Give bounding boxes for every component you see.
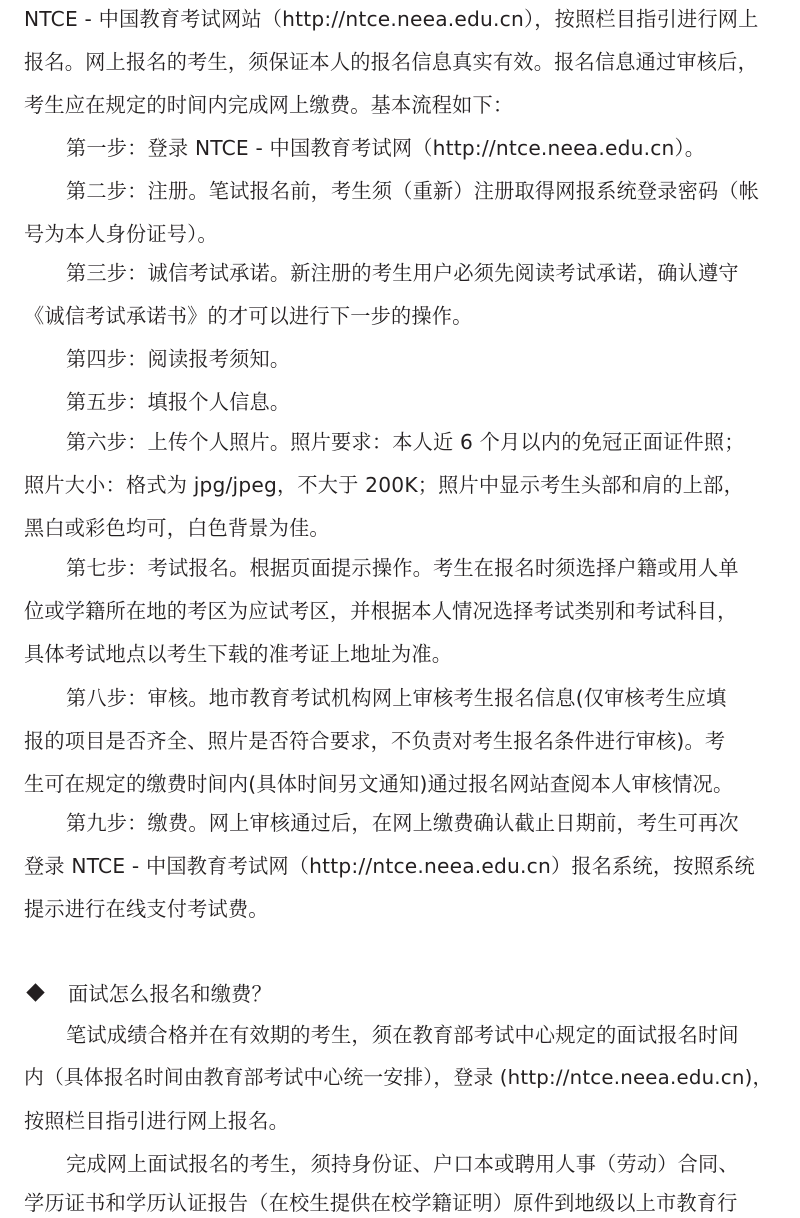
interview-para-1-line-3: 按照栏目指引进行网上报名。 <box>24 1109 290 1133</box>
step-8-line-2: 报的项目是否齐全、照片是否符合要求，不负责对考生报名条件进行审核)。考 <box>24 729 726 753</box>
interview-para-2-line-1: 完成网上面试报名的考生，须持身份证、户口本或聘用人事（劳动）合同、 <box>66 1152 739 1176</box>
step-4-line-1: 第四步：阅读报考须知。 <box>66 347 291 371</box>
interview-para-1-line-1: 笔试成绩合格并在有效期的考生，须在教育部考试中心规定的面试报名时间 <box>66 1023 739 1047</box>
step-5-line-1: 第五步：填报个人信息。 <box>66 390 291 414</box>
step-6-line-2: 照片大小：格式为 jpg/jpeg，不大于 200K；照片中显示考生头部和肩的上部， <box>24 473 744 497</box>
step-7-line-2: 位或学籍所在地的考区为应试考区，并根据本人情况选择考试类别和考试科目， <box>24 599 738 623</box>
section-heading-text: 面试怎么报名和缴费？ <box>68 982 272 1006</box>
diamond-bullet-icon <box>26 983 44 1001</box>
intro-line-3: 考生应在规定的时间内完成网上缴费。基本流程如下： <box>24 93 514 117</box>
step-1-line-1: 第一步：登录 NTCE - 中国教育考试网（http://ntce.neea.edu.cn）。 <box>66 136 706 160</box>
step-7-line-3: 具体考试地点以考生下载的准考证上地址为准。 <box>24 642 453 666</box>
step-7-line-1: 第七步：考试报名。根据页面提示操作。考生在报名时须选择户籍或用人单 <box>66 556 739 580</box>
section-heading <box>24 979 272 1009</box>
step-6-line-3: 黑白或彩色均可，白色背景为佳。 <box>24 516 330 540</box>
intro-line-1: NTCE - 中国教育考试网站（http://ntce.neea.edu.cn），按照栏目指引进行网上 <box>24 7 759 31</box>
step-3-line-2: 《诚信考试承诺书》的才可以进行下一步的操作。 <box>24 304 473 328</box>
step-8-line-1: 第八步：审核。地市教育考试机构网上审核考生报名信息(仅审核考生应填 <box>66 686 727 710</box>
interview-para-2-line-2: 学历证书和学历认证报告（在校生提供在校学籍证明）原件到地级以上市教育行 <box>24 1191 738 1215</box>
step-9-line-3: 提示进行在线支付考试费。 <box>24 897 269 921</box>
intro-line-2: 报名。网上报名的考生，须保证本人的报名信息真实有效。报名信息通过审核后， <box>24 50 758 74</box>
interview-para-1-line-2: 内（具体报名时间由教育部考试中心统一安排），登录 (http://ntce.neea.edu.cn)， <box>24 1066 773 1089</box>
step-9-line-1: 第九步：缴费。网上审核通过后，在网上缴费确认截止日期前，考生可再次 <box>66 811 739 835</box>
step-2-line-1: 第二步：注册。笔试报名前，考生须（重新）注册取得网报系统登录密码（帐 <box>66 179 760 203</box>
step-2-line-2: 号为本人身份证号）。 <box>24 222 218 246</box>
step-3-line-1: 第三步：诚信考试承诺。新注册的考生用户必须先阅读考试承诺，确认遵守 <box>66 261 739 285</box>
step-8-line-3: 生可在规定的缴费时间内(具体时间另文通知)通过报名网站查阅本人审核情况。 <box>24 772 734 796</box>
step-6-line-1: 第六步：上传个人照片。照片要求：本人近 6 个月以内的免冠正面证件照； <box>66 430 745 454</box>
step-9-line-2: 登录 NTCE - 中国教育考试网（http://ntce.neea.edu.cn）报名系统，按照系统 <box>24 854 755 878</box>
